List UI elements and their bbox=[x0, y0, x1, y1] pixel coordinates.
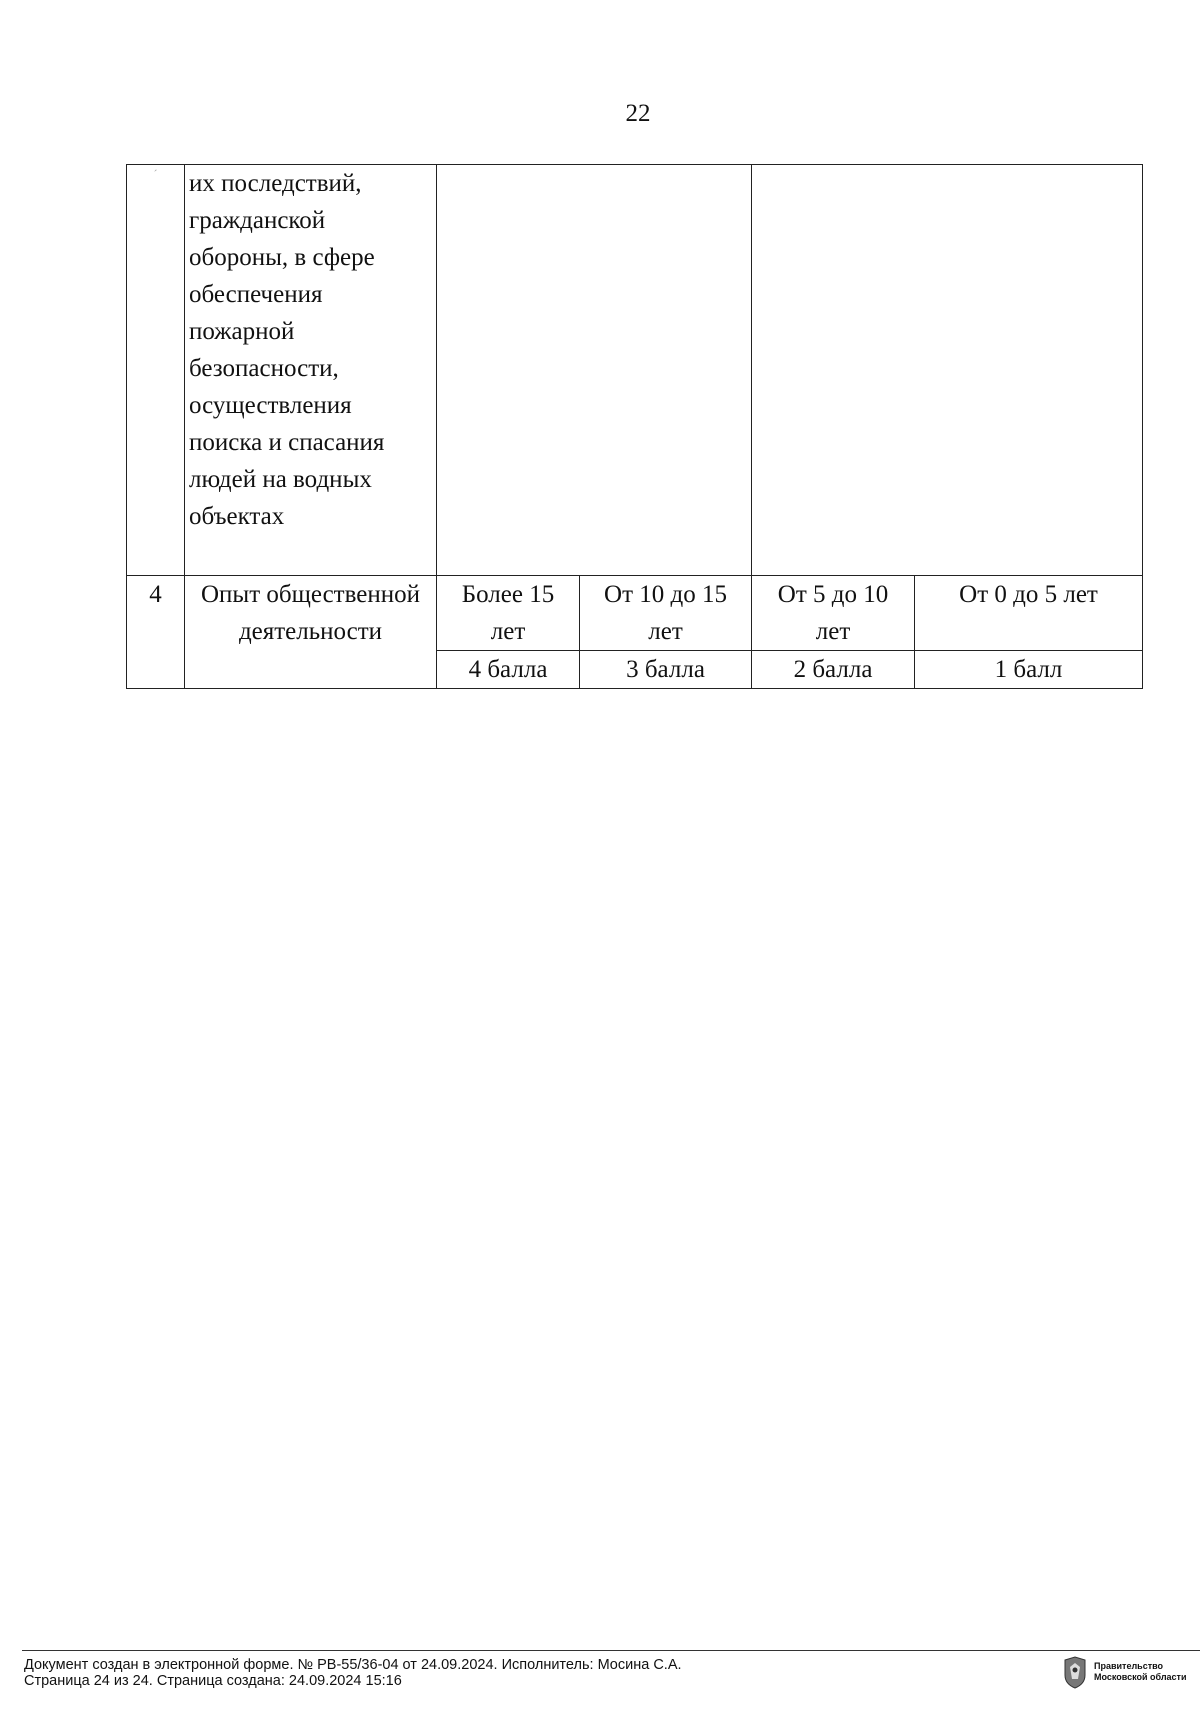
page-number: 22 bbox=[625, 100, 651, 127]
criterion-text-line: людей на водных bbox=[189, 466, 372, 493]
criterion-text-line: объектах bbox=[189, 503, 285, 530]
option-label-line: Более 15 bbox=[461, 581, 555, 608]
criterion-text-line: пожарной bbox=[189, 318, 295, 345]
org-name bbox=[1094, 1661, 1187, 1683]
option-label-line: лет bbox=[815, 618, 851, 645]
cell-criterion-continued bbox=[185, 165, 437, 576]
criterion-text-line: безопасности, bbox=[189, 355, 339, 382]
option-label-line: лет bbox=[490, 618, 526, 645]
option-score: 2 балла bbox=[752, 651, 915, 689]
footer-line-document: Документ создан в электронной форме. № РВ-55/36-04 от 24.09.2024. Исполнитель: Мосина С.А. bbox=[24, 1657, 682, 1673]
option-score: 1 балл bbox=[915, 651, 1143, 689]
option-score: 4 балла bbox=[437, 651, 580, 689]
cell-number-empty bbox=[127, 165, 185, 576]
coat-of-arms-icon bbox=[1062, 1655, 1088, 1689]
footer-line-page: Страница 24 из 24. Страница создана: 24.09.2024 15:16 bbox=[24, 1673, 402, 1689]
criterion-name-line: Опыт общественной bbox=[200, 581, 420, 608]
pencil-mark: ˊ bbox=[153, 167, 158, 181]
row-number: 4 bbox=[127, 576, 185, 689]
criterion-text-line: их последствий, bbox=[189, 170, 362, 197]
criterion-text-line: обороны, в сфере bbox=[189, 244, 375, 271]
option-label bbox=[580, 576, 752, 651]
criterion-name-line: деятельности bbox=[238, 618, 383, 645]
footer-logo bbox=[1062, 1655, 1187, 1689]
footer-divider bbox=[22, 1650, 1200, 1651]
option-label-line: От 10 до 15 bbox=[604, 581, 727, 608]
cell-empty bbox=[752, 165, 1143, 576]
org-name-line: Московской области bbox=[1094, 1672, 1187, 1682]
option-label-line: От 5 до 10 bbox=[777, 581, 889, 608]
option-label bbox=[437, 576, 580, 651]
table-row-4-labels bbox=[127, 576, 1143, 651]
option-label bbox=[915, 576, 1143, 651]
criteria-table bbox=[126, 164, 1143, 689]
option-label-line: лет bbox=[648, 618, 683, 645]
criterion-name bbox=[185, 576, 437, 689]
option-score: 3 балла bbox=[580, 651, 752, 689]
cell-empty bbox=[437, 165, 752, 576]
option-label bbox=[752, 576, 915, 651]
footer-document-info bbox=[24, 1657, 682, 1689]
criterion-text-line: обеспечения bbox=[189, 281, 323, 308]
table-row-continued bbox=[127, 165, 1143, 576]
criterion-text-line: осуществления bbox=[189, 392, 352, 419]
org-name-line: Правительство bbox=[1094, 1661, 1164, 1671]
criterion-text-line: гражданской bbox=[189, 207, 326, 234]
criterion-text-line: поиска и спасания bbox=[189, 429, 385, 456]
option-label-line: От 0 до 5 лет bbox=[959, 581, 1098, 608]
